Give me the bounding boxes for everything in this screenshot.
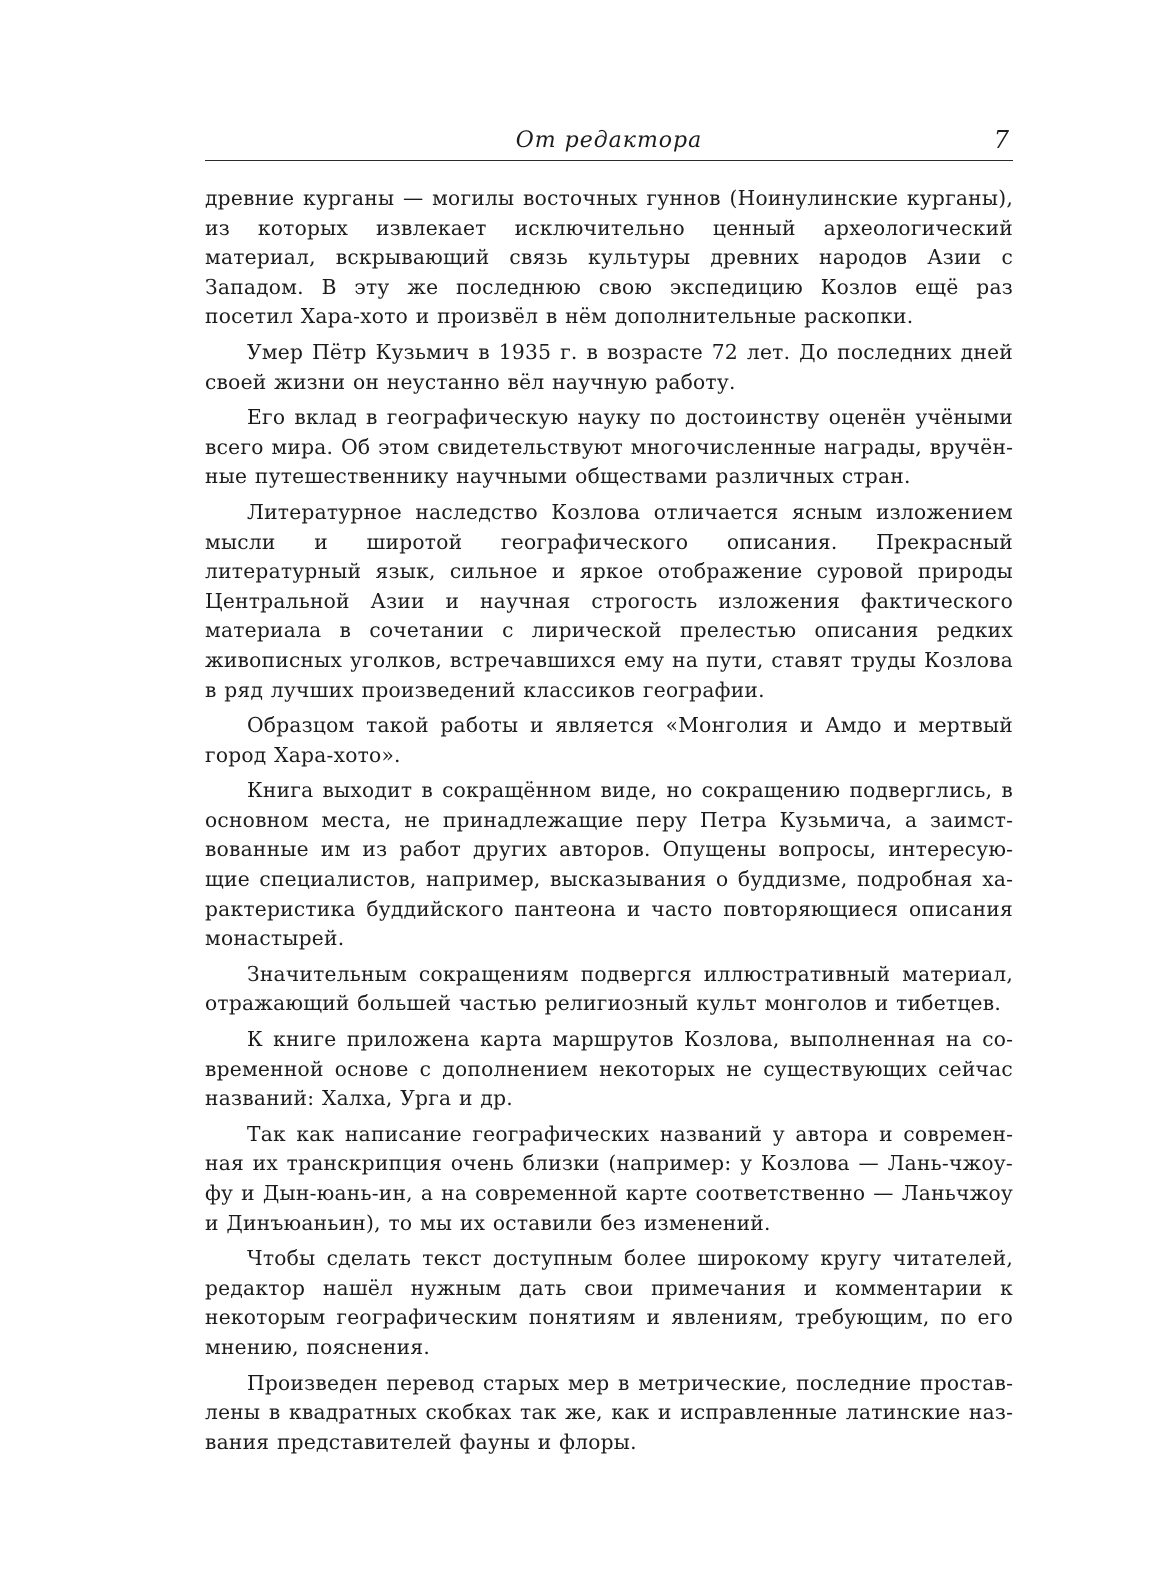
paragraph: Книга выходит в сокращённом виде, но сокращению подверглись, в основном места, не принадлежащие перу Петра Кузьмича, а заимствованные им из работ других авторов. Опущены вопросы, интересующие специалистов, например, высказывания о буддизме, подробная характеристика буддийского пантеона и часто повторяющиеся описания монастырей. xyxy=(205,778,1013,951)
running-title: От редактора xyxy=(515,128,703,153)
paragraph: Так как написание географических названий у автора и современная их транскрипция очень близки (например: у Козлова — Лань-чжоу-фу и Дын-юань-ин, а на современной карте соответственно — Ланьчжоу и Динъюаньин), то мы их оставили без изменений. xyxy=(205,1121,1013,1235)
paragraph: Его вклад в географическую науку по достоинству оценён учёными всего мира. Об этом свидетельствуют многочисленные награды, вручённые путешественнику научными обществами различных стран. xyxy=(205,405,1013,489)
paragraph: Образцом такой работы и является «Монголия и Амдо и мертвый город Хара-хото». xyxy=(205,713,1013,767)
paragraph: Чтобы сделать текст доступным более широкому кругу читателей, редактор нашёл нужным дать свои примечания и комментарии к некоторым географическим понятиям и явлениям, требующим, по его мнению, пояснения. xyxy=(205,1246,1013,1359)
paragraph: древние курганы — могилы восточных гуннов (Ноинулинские курганы), из которых извлекает исключительно ценный археологический материал, вскрывающий связь культуры древних народов Азии с Западом. В эту же последнюю свою экспедицию Козлов ещё раз посетил Хара-хото и произвёл в нём дополнительные раскопки. xyxy=(205,186,1013,329)
paragraph: К книге приложена карта маршрутов Козлова, выполненная на современной основе с дополнением некоторых не существующих сейчас названий: Халха, Урга и др. xyxy=(205,1027,1013,1111)
page-content xyxy=(205,128,1013,1457)
running-header xyxy=(205,128,1013,161)
paragraph: Значительным сокращениям подвергся иллюстративный материал, отражающий большей частью религиозный культ монголов и тибетцев. xyxy=(205,961,1013,1016)
page-number: 7 xyxy=(993,126,1009,154)
paragraph: Произведен перевод старых мер в метрические, последние проставлены в квадратных скобках так же, как и исправленные латинские названия представителей фауны и флоры. xyxy=(205,1370,1013,1454)
paragraph: Литературное наследство Козлова отличается ясным изложением мысли и широтой географического описания. Прекрасный литературный язык, сильное и яркое отображение суровой природы Центральной Азии и научная строгость изложения фактического материала в сочетании с лирической прелестью описания редких живописных уголков, встречавшихся ему на пути, ставят труды Козлова в ряд лучших произведений классиков географии. xyxy=(205,499,1013,702)
paragraph: Умер Пётр Кузьмич в 1935 г. в возрасте 72 лет. До последних дней своей жизни он неустанно вёл научную работу. xyxy=(205,339,1013,394)
body-text xyxy=(205,184,1013,1457)
